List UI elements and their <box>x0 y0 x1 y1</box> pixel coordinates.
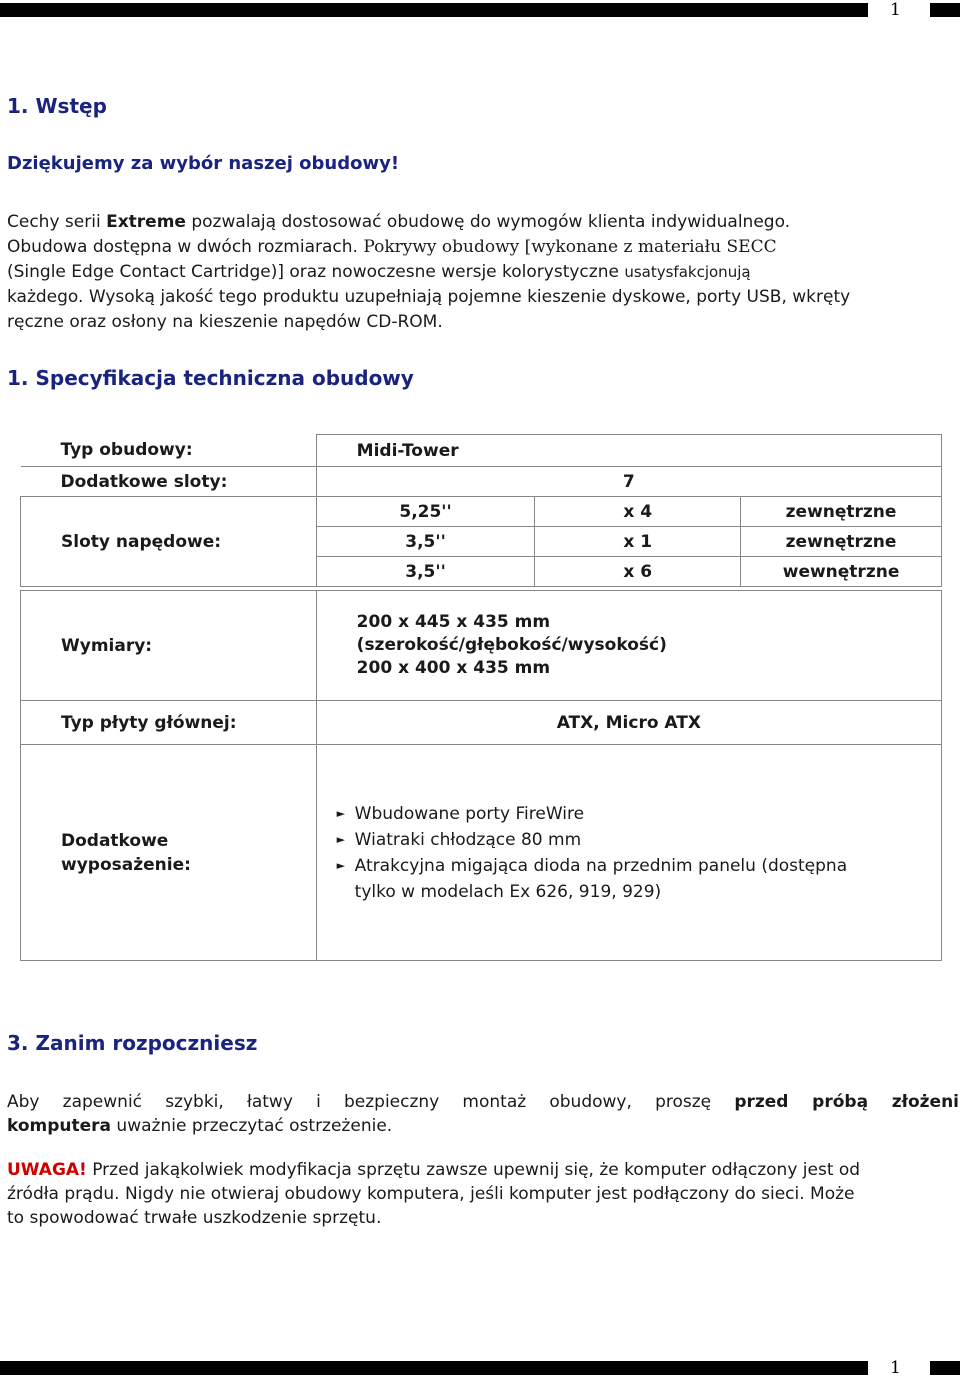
header-bar-left <box>0 3 868 17</box>
footer-bar-left <box>0 1361 868 1375</box>
triangle-bullet-icon: ► <box>336 806 346 820</box>
drive-kind: zewnętrzne <box>741 527 942 557</box>
warning-line-1: UWAGA! Przed jakąkolwiek modyfikacja sprzętu zawsze upewnij się, że komputer odłączony jest od <box>7 1160 861 1180</box>
before-line-2: komputera uważnie przeczytać ostrzeżenie. <box>7 1116 393 1136</box>
before-line-1: Aby zapewnić szybki, łatwy i bezpieczny montaż obudowy, proszę przed próbą złożeni <box>7 1092 959 1112</box>
drive-kind: wewnętrzne <box>741 557 942 587</box>
mb-value: ATX, Micro ATX <box>316 701 941 745</box>
intro-line-4: każdego. Wysoką jakość tego produktu uzupełniają pojemne kieszenie dyskowe, porty USB, wkręty <box>7 287 851 307</box>
section-heading-before-start: 3. Zanim rozpoczniesz <box>7 1031 258 1055</box>
drive-label: Sloty napędowe: <box>21 497 317 587</box>
page-number-bottom: 1 <box>890 1358 901 1378</box>
drive-size: 5,25'' <box>316 497 535 527</box>
spec-table <box>20 434 942 961</box>
drive-count: x 4 <box>535 497 741 527</box>
triangle-bullet-icon: ► <box>336 858 346 872</box>
warning-paragraph <box>7 1158 959 1230</box>
dim-line-1: 200 x 445 x 435 mm <box>356 612 551 632</box>
drive-size: 3,5'' <box>316 527 535 557</box>
extras-list <box>316 745 941 961</box>
drive-kind: zewnętrzne <box>741 497 942 527</box>
dim-line-2: (szerokość/głębokość/wysokość) <box>356 635 667 655</box>
dim-line-3: 200 x 400 x 435 mm <box>356 658 551 678</box>
spec-row-extras <box>21 745 942 961</box>
list-item: ► Atrakcyjna migająca dioda na przednim panelu (dostępna tylko w modelach Ex 626, 919, 929) <box>335 853 941 905</box>
warning-line-2: źródła prądu. Nigdy nie otwieraj obudowy komputera, jeśli komputer jest podłączony do sieci. Może <box>7 1184 855 1204</box>
mb-label: Typ płyty głównej: <box>21 701 317 745</box>
extras-label: Dodatkowe wyposażenie: <box>21 745 317 961</box>
drive-size: 3,5'' <box>316 557 535 587</box>
spec-row-motherboard <box>21 701 942 745</box>
section-heading-intro: 1. Wstęp <box>7 94 107 118</box>
type-label: Typ obudowy: <box>21 435 317 467</box>
drive-count: x 6 <box>535 557 741 587</box>
drive-count: x 1 <box>535 527 741 557</box>
slots-label: Dodatkowe sloty: <box>21 467 317 497</box>
intro-line-3: (Single Edge Contact Cartridge)] oraz nowoczesne wersje kolorystyczne usatysfakcjonują <box>7 262 751 282</box>
page-number-top: 1 <box>890 0 901 20</box>
list-item: ► Wbudowane porty FireWire <box>335 801 941 827</box>
spec-row-type <box>21 435 942 467</box>
warning-label: UWAGA! <box>7 1160 87 1180</box>
intro-line-2: Obudowa dostępna w dwóch rozmiarach. Pokrywy obudowy [wykonane z materiału SECC <box>7 237 777 257</box>
spec-row-dimensions <box>21 591 942 701</box>
dim-value <box>316 591 941 701</box>
triangle-bullet-icon: ► <box>336 832 346 846</box>
list-item: ► Wiatraki chłodzące 80 mm <box>335 827 941 853</box>
dim-label: Wymiary: <box>21 591 317 701</box>
intro-line-1: Cechy serii Extreme pozwalają dostosować obudowę do wymogów klienta indywidualnego. <box>7 212 791 232</box>
section-heading-spec: 1. Specyfikacja techniczna obudowy <box>7 366 414 390</box>
footer-bar-right <box>930 1361 960 1375</box>
header-bar-right <box>930 3 960 17</box>
slots-value: 7 <box>316 467 941 497</box>
intro-paragraph <box>7 210 957 334</box>
warning-line-3: to spowodować trwałe uszkodzenie sprzętu. <box>7 1208 382 1228</box>
intro-line-5: ręczne oraz osłony na kieszenie napędów CD-ROM. <box>7 312 443 332</box>
type-value: Midi-Tower <box>316 435 941 467</box>
before-paragraph <box>7 1090 959 1138</box>
thanks-line: Dziękujemy za wybór naszej obudowy! <box>7 153 400 174</box>
drive-row-1 <box>21 497 942 527</box>
spec-row-slots <box>21 467 942 497</box>
